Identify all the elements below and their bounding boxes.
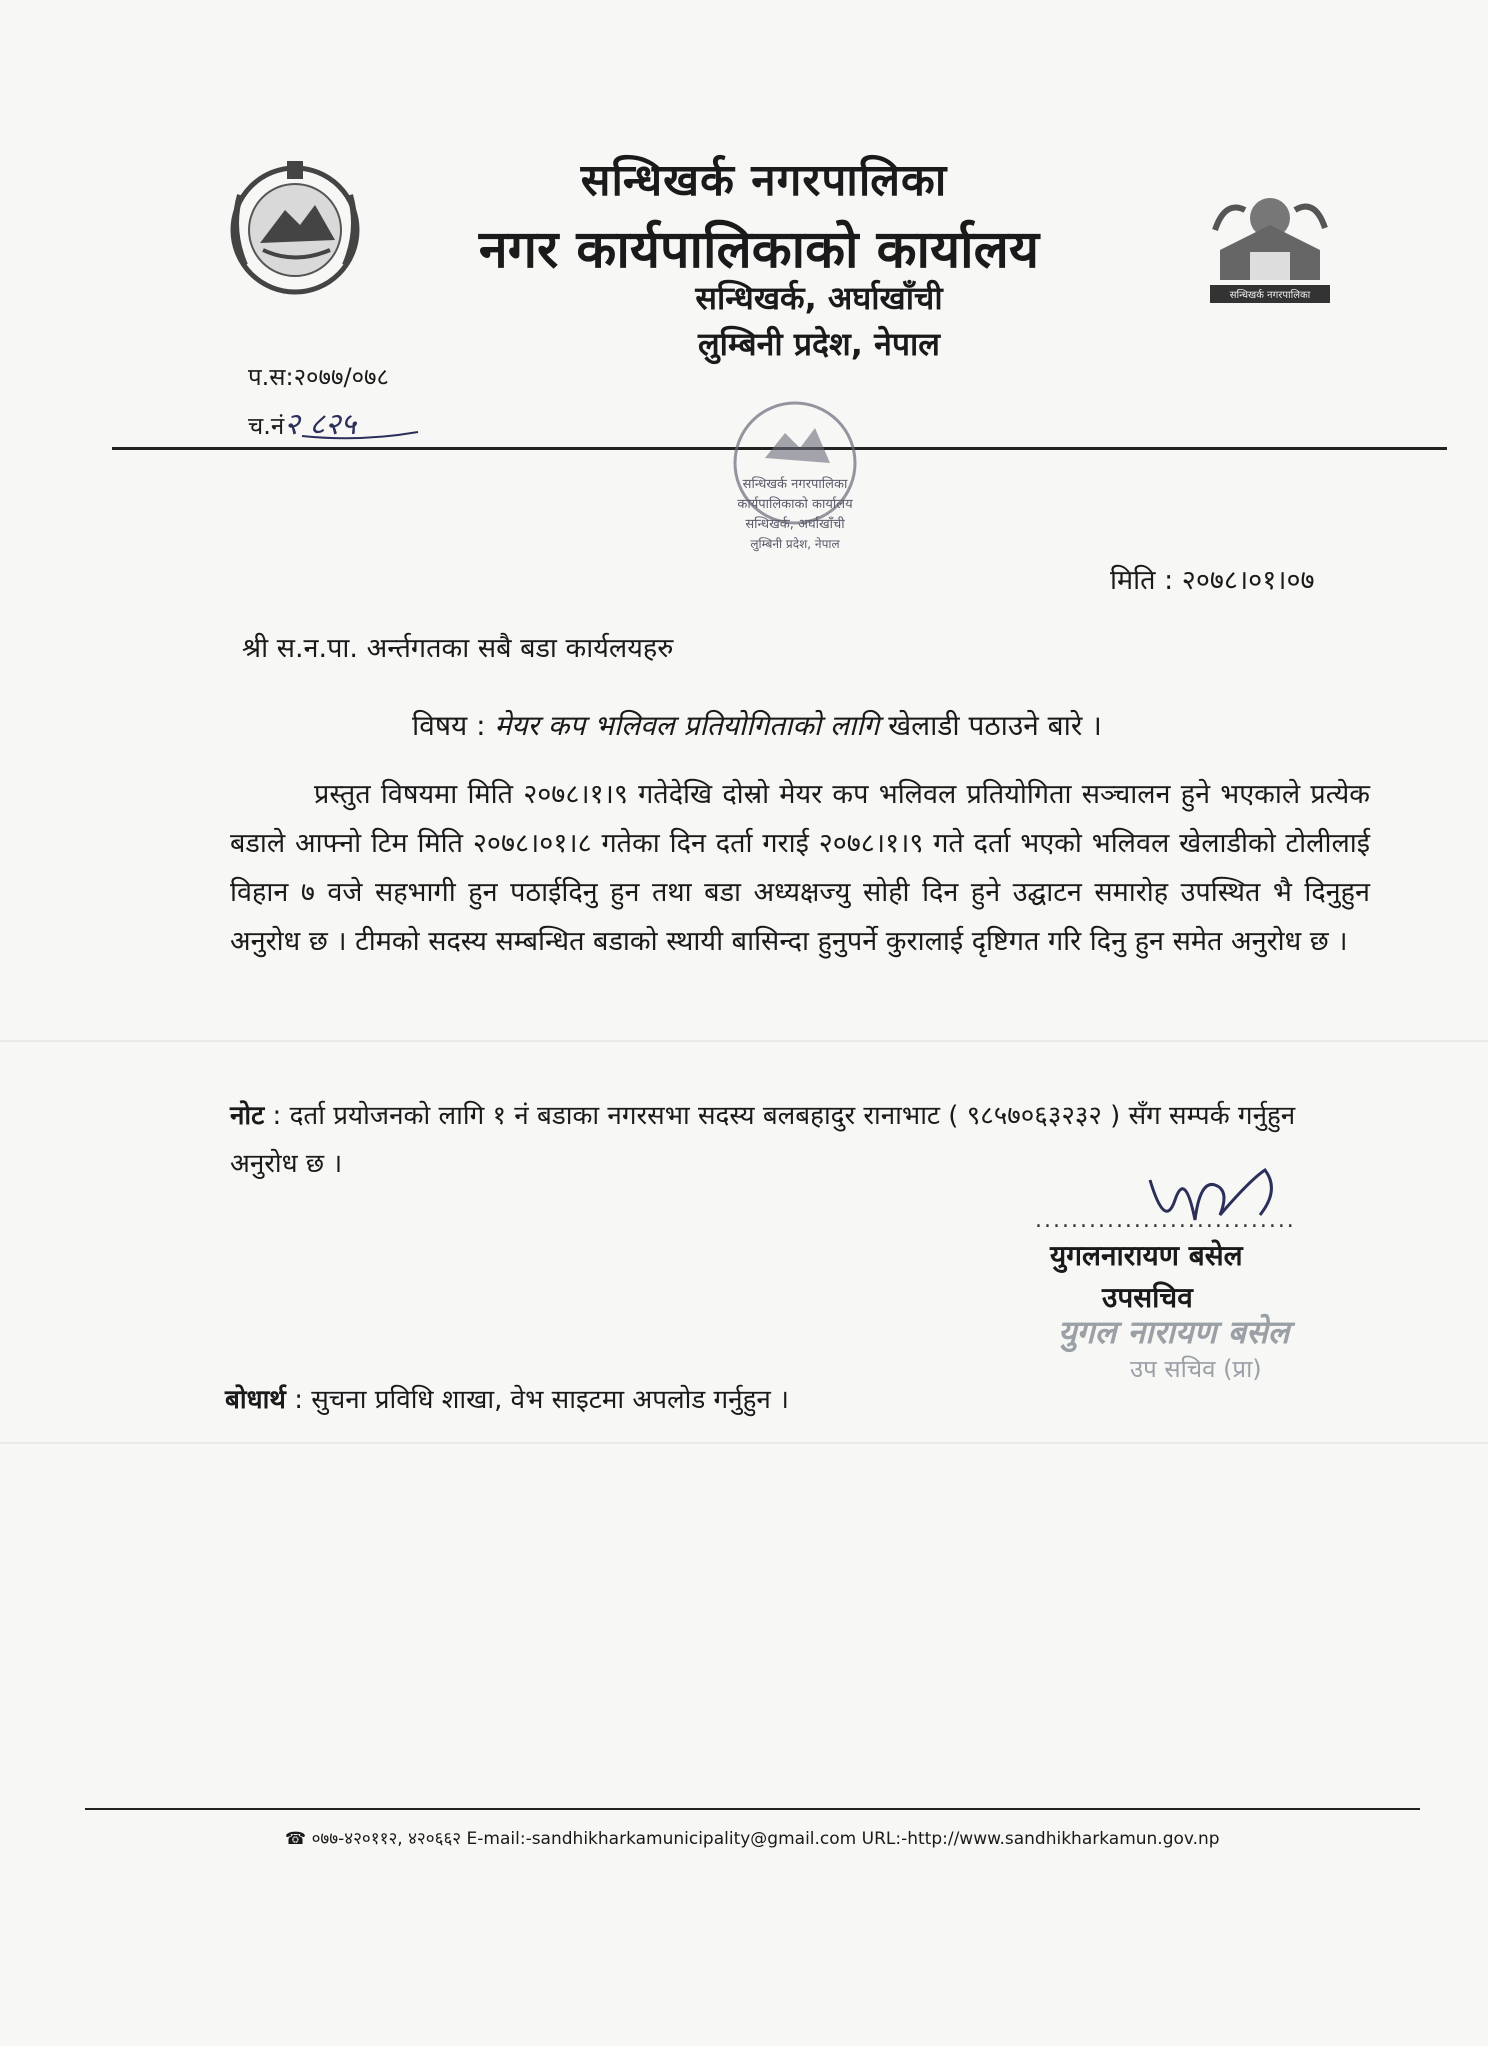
footer-contact xyxy=(285,1826,1220,1849)
office-province: लुम्बिनी प्रदेश, नेपाल xyxy=(697,325,941,363)
office-location: सन्धिखर्क, अर्घाखाँची xyxy=(695,279,943,317)
signature-line: ............................. xyxy=(1035,1208,1296,1233)
patra-sankhya: प.स:२०७७/०७८ xyxy=(248,363,390,391)
cc-label: बोधार्थ xyxy=(225,1385,286,1415)
title-stamp: उप सचिव (प्रा) xyxy=(1130,1355,1262,1383)
office-name: नगर कार्यपालिकाको कार्यालय xyxy=(478,220,1040,280)
seal-line-1: सन्धिखर्क नगरपालिका xyxy=(742,477,848,492)
name-stamp: युगल नारायण बसेल xyxy=(1058,1313,1290,1351)
chalani-number: २ ८२५ xyxy=(284,407,357,442)
subject-line xyxy=(412,706,1102,744)
cc-text: : सुचना प्रविधि शाखा, वेभ साइटमा अपलोड गर्नुहुन । xyxy=(294,1385,789,1415)
signatory-name: युगलनारायण बसेल xyxy=(1050,1239,1243,1272)
telephone-icon: ☎ xyxy=(285,1829,307,1849)
subject-rest: खेलाडी पठाउने बारे । xyxy=(888,709,1102,742)
signatory-title: उपसचिव xyxy=(1102,1281,1193,1314)
subject-label: विषय : xyxy=(412,709,486,742)
seal-line-3: सन्धिखर्क, अर्घाखाँची xyxy=(745,517,845,532)
subject-italic: मेयर कप भलिवल प्रतियोगिताको लागि xyxy=(494,709,880,742)
right-logo-caption: सन्धिखर्क नगरपालिका xyxy=(1229,290,1311,301)
municipality-name: सन्धिखर्क नगरपालिका xyxy=(580,155,948,206)
note-text: : दर्ता प्रयोजनको लागि १ नं बडाका नगरसभा सदस्य बलबहादुर रानाभाट ( ९८५७०६३२३२ ) सँग सम्पर्क गर्नुहुन अनुरोध छ । xyxy=(230,1101,1296,1179)
note-label: नोट xyxy=(230,1101,265,1131)
cc-section xyxy=(225,1380,789,1416)
paper-crease xyxy=(0,1040,1488,1042)
footer-text: ०७७-४२०११२, ४२०६६२ E-mail:-sandhikharkamunicipality@gmail.com URL:-http://www.sandhikharkamun.gov.np xyxy=(311,1829,1220,1849)
seal-line-2: कार्यपालिकाको कार्यालय xyxy=(737,497,853,512)
addressee: श्री स.न.पा. अर्न्तगतका सबै बडा कार्यलयहरु xyxy=(242,633,674,664)
seal-line-4: लुम्बिनी प्रदेश, नेपाल xyxy=(750,537,840,551)
paper-crease xyxy=(0,1442,1488,1444)
chalani-label-text: च.नं xyxy=(248,412,285,440)
letter-body: प्रस्तुत विषयमा मिति २०७८।१।९ गतेदेखि दोस्रो मेयर कप भलिवल प्रतियोगिता सञ्चालन हुने भएकाले प्रत्येक बडाले आफ्नो टिम मिति २०७८।०१।८ गतेका दिन दर्ता गराई २०७८।१।९ गते दर्ता भएको भलिवल खेलाडीको टोलीलाई विहान ७ वजे सहभागी हुन पठाईदिनु हुन तथा बडा अध्यक्षज्यु सोही दिन हुने उद्घाटन समारोह उपस्थित भै दिनुहुन अनुरोध छ । टीमको सदस्य सम्बन्धित बडाको स्थायी बासिन्दा हुनुपर्ने कुरालाई दृष्टिगत गरि दिनु हुन समेत अनुरोध छ । xyxy=(230,779,1370,957)
footer-divider xyxy=(85,1808,1420,1810)
letter-date: मिति : २०७८।०१।०७ xyxy=(1110,565,1315,596)
office-seal-stamp xyxy=(705,388,885,578)
chalani-underline xyxy=(300,428,420,442)
